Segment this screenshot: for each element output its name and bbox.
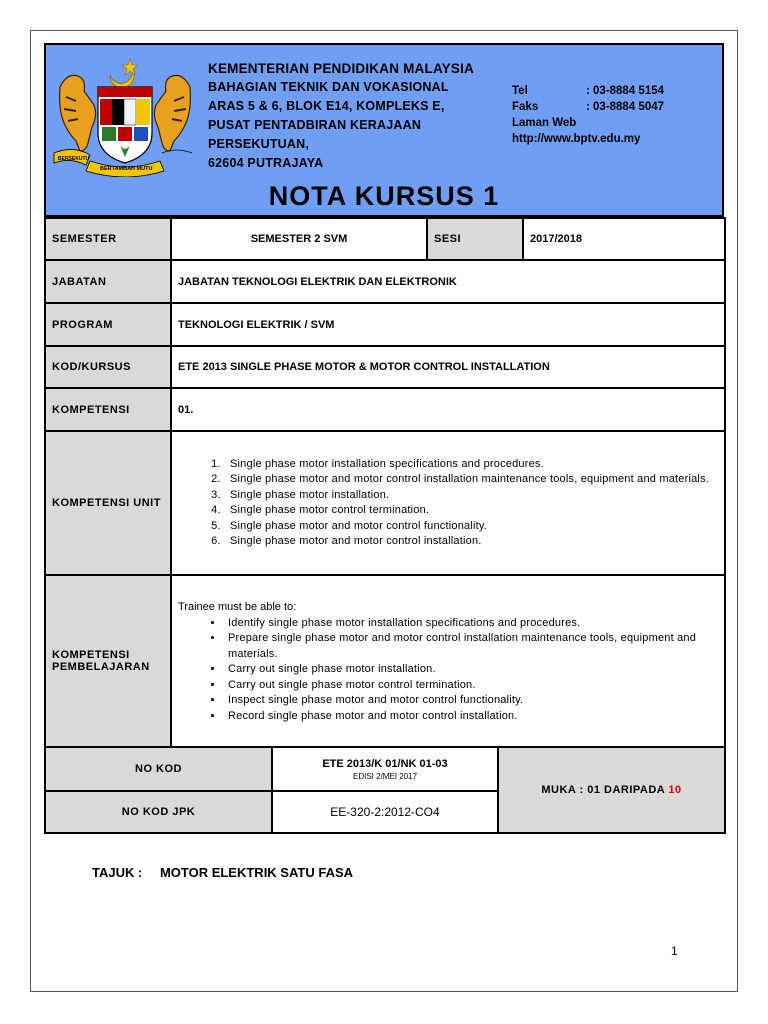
semester-value: SEMESTER 2 SVM: [171, 218, 427, 260]
course-info-table: [44, 217, 726, 748]
muka-label: MUKA : 01 DARIPADA: [541, 784, 665, 796]
faks-value: : 03-8884 5047: [586, 101, 665, 113]
ministry-line: 62604 PUTRAJAYA: [208, 156, 324, 170]
pembelajaran-list: [178, 616, 718, 725]
kompetensi-unit-list: [178, 457, 718, 550]
list-item: 4. Single phase motor control termination.: [224, 503, 718, 519]
jabatan-value: JABATAN TEKNOLOGI ELEKTRIK DAN ELEKTRONIK: [171, 260, 725, 303]
contact-info: [512, 83, 664, 147]
kod-value: ETE 2013 SINGLE PHASE MOTOR & MOTOR CONTROL INSTALLATION: [171, 346, 725, 388]
tajuk-label: TAJUK :: [92, 865, 143, 880]
semester-label: SEMESTER: [45, 218, 171, 260]
list-item: 1. Single phase motor installation specifications and procedures.: [224, 457, 718, 473]
program-value: TEKNOLOGI ELEKTRIK / SVM: [171, 303, 725, 346]
program-label: PROGRAM: [45, 303, 171, 346]
document-header: [44, 43, 724, 217]
tel-value: : 03-8884 5154: [586, 85, 665, 97]
list-item: 2. Single phase motor and motor control installation maintenance tools, equipment and materials.: [224, 472, 718, 488]
coat-of-arms-logo: [50, 57, 200, 177]
kompetensi-pembelajaran-label: [45, 575, 171, 747]
ministry-line: KEMENTERIAN PENDIDIKAN MALAYSIA: [208, 61, 474, 76]
list-item: • Carry out single phase motor installation.: [224, 662, 718, 678]
crest-motto-bottom: BERTAMBAH MUTU: [100, 166, 153, 172]
no-kod-jpk-label: NO KOD JPK: [45, 791, 272, 833]
edisi-value: EDISI 2/MEI 2017: [352, 771, 418, 781]
code-table: [44, 746, 726, 834]
list-item: • Prepare single phase motor and motor control installation maintenance tools, equipment and materials.: [224, 631, 718, 662]
tajuk-value: MOTOR ELEKTRIK SATU FASA: [159, 865, 354, 880]
pembelajaran-label-line: KOMPETENSI: [52, 649, 130, 661]
web-label: Laman Web: [512, 117, 577, 129]
kod-label: KOD/KURSUS: [45, 346, 171, 388]
page-number: 1: [671, 944, 678, 958]
ministry-line: PUSAT PENTADBIRAN KERAJAAN: [208, 118, 422, 132]
no-kod-value: ETE 2013/K 01/NK 01-03: [322, 757, 448, 770]
pembelajaran-label-line: PEMBELAJARAN: [52, 661, 150, 673]
tajuk: [92, 865, 353, 880]
no-kod-cell: [272, 747, 498, 791]
list-item: 5. Single phase motor and motor control functionality.: [224, 519, 718, 535]
kompetensi-value: 01.: [171, 388, 725, 431]
list-item: • Carry out single phase motor control termination.: [224, 678, 718, 694]
list-item: • Record single phase motor and motor control installation.: [224, 709, 718, 725]
ministry-line: BAHAGIAN TEKNIK DAN VOKASIONAL: [208, 80, 449, 94]
muka-total: 10: [668, 784, 682, 796]
no-kod-jpk-value: EE-320-2:2012-CO4: [272, 791, 498, 833]
kompetensi-unit-label: KOMPETENSI UNIT: [45, 431, 171, 575]
kompetensi-label: KOMPETENSI: [45, 388, 171, 431]
ministry-address: [208, 59, 474, 173]
list-item: • Identify single phase motor installation specifications and procedures.: [224, 616, 718, 632]
list-item: 6. Single phase motor and motor control installation.: [224, 534, 718, 550]
list-item: • Inspect single phase motor and motor control functionality.: [224, 693, 718, 709]
faks-label: Faks: [512, 101, 539, 113]
crest-motto-left: BERSEKUTU: [58, 156, 90, 162]
pembelajaran-intro: Trainee must be able to:: [178, 601, 297, 613]
ministry-line: ARAS 5 & 6, BLOK E14, KOMPLEKS E,: [208, 99, 445, 113]
jabatan-label: JABATAN: [45, 260, 171, 303]
sesi-label: SESI: [427, 218, 523, 260]
list-item: 3. Single phase motor installation.: [224, 488, 718, 504]
muka-cell: [498, 747, 725, 833]
sesi-value: 2017/2018: [523, 218, 725, 260]
kompetensi-unit-list-cell: [171, 431, 725, 575]
tel-label: Tel: [512, 85, 528, 97]
no-kod-label: NO KOD: [45, 747, 272, 791]
ministry-line: PERSEKUTUAN,: [208, 137, 310, 151]
pembelajaran-cell: [171, 575, 725, 747]
document-title: NOTA KURSUS 1: [268, 181, 500, 211]
web-link[interactable]: http://www.bptv.edu.my: [512, 133, 641, 145]
